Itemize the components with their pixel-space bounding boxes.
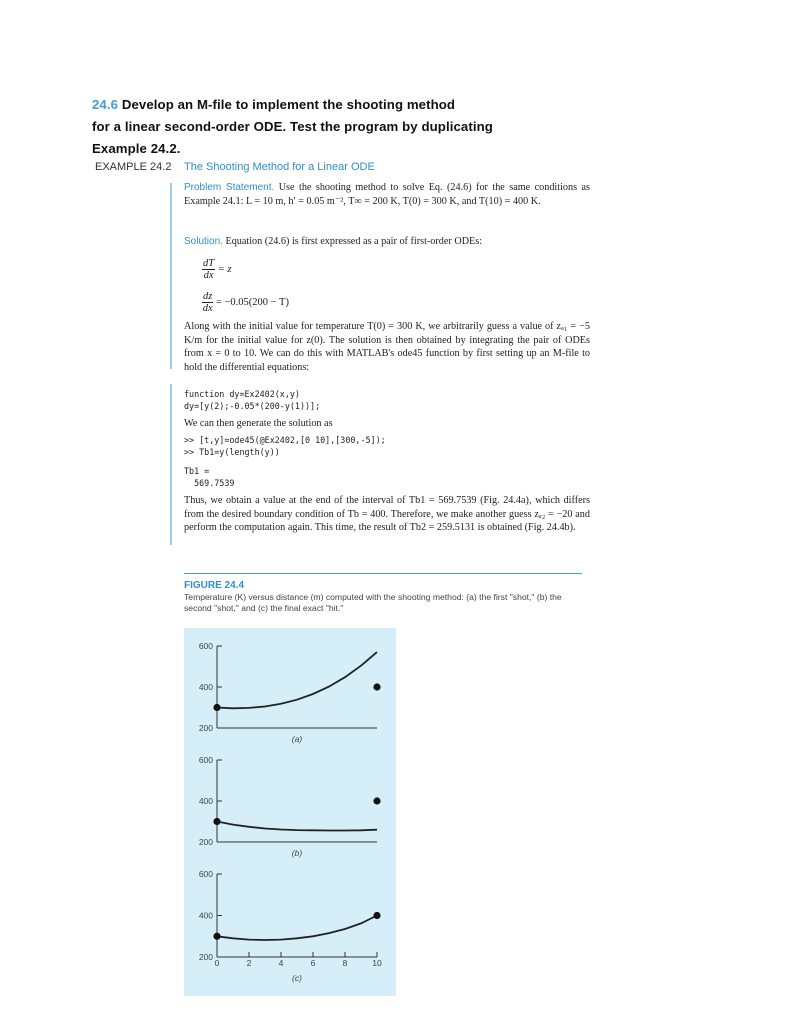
y-tick-label: 600 xyxy=(198,755,213,765)
x-tick-label: 0 xyxy=(214,958,220,968)
boundary-point xyxy=(373,683,380,690)
y-tick-label: 600 xyxy=(198,869,213,879)
y-tick-label: 200 xyxy=(198,837,213,847)
paragraph-initial-value: Along with the initial value for temperature T(0) = 300 K, we arbitrarily guess a value of zₐ₁ = −5 K/m for the initial value for z(0). The solution is then obtained by integrating the pair of ODEs from x = 0 to 10. We can do this with MATLAB's ode45 function by first setting up an M-file to hold the differential equations: xyxy=(184,321,590,373)
x-tick-label: 10 xyxy=(372,958,382,968)
example-sidebar-rule xyxy=(170,183,172,369)
code-result: Tb1 = 569.7539 xyxy=(184,466,235,488)
y-tick-label: 400 xyxy=(198,682,213,692)
problem-line-2: for a linear second-order ODE. Test the program by duplicating xyxy=(92,119,493,134)
solution-label: Solution. xyxy=(184,236,223,247)
y-tick-label: 400 xyxy=(198,910,213,921)
series-line xyxy=(217,822,377,831)
start-point xyxy=(213,933,220,940)
x-tick-label: 6 xyxy=(310,958,316,968)
figure-title: FIGURE 24.4 xyxy=(184,580,245,591)
start-point xyxy=(213,818,220,825)
code-sidebar-rule xyxy=(170,384,172,545)
boundary-point xyxy=(373,797,380,804)
figure-rule xyxy=(184,573,582,574)
solution-paragraph xyxy=(184,235,590,249)
series-line xyxy=(217,916,377,941)
example-label: EXAMPLE 24.2 xyxy=(95,161,172,173)
solution-text: Equation (24.6) is first expressed as a pair of first-order ODEs: xyxy=(225,236,483,247)
panel-label: (a) xyxy=(291,734,303,744)
code-function: function dy=Ex2402(x,y) dy=[y(2);-0.05*(200-y(1))]; xyxy=(184,389,321,411)
boundary-point xyxy=(373,912,380,919)
x-tick-label: 4 xyxy=(278,958,284,968)
equation-1: $\frac{dT}{dx}$ = z xyxy=(203,258,232,281)
paragraph-results: Thus, we obtain a value at the end of the interval of Tb1 = 569.7539 (Fig. 24.4a), which differs from the desired boundary condition of Tb = 400. Therefore, we make another guess zₐ₂ = −20 and perform the computation again. This time, the result of Tb2 = 259.5131 is obtained (Fig. 24.4b). xyxy=(184,495,590,533)
problem-statement xyxy=(92,94,652,160)
panel-label: (b) xyxy=(291,848,303,858)
series-line xyxy=(217,652,377,708)
shooting-method-charts xyxy=(184,628,396,996)
problem-line-1: 24.6 Develop an M-file to implement the shooting method xyxy=(92,97,456,112)
y-tick-label: 200 xyxy=(198,952,213,962)
statement-text: Use the shooting method to solve Eq. (24.6) for the same conditions as Example 24.1: L = 10 m, h′ = 0.05 m⁻², T∞ = 200 K, T(0) = 300 K, and T(10) = 400 K. xyxy=(184,182,590,207)
start-point xyxy=(213,704,220,711)
problem-statement-paragraph xyxy=(184,181,590,208)
x-tick-label: 2 xyxy=(246,958,252,968)
x-tick-label: 8 xyxy=(342,958,348,968)
y-tick-label: 600 xyxy=(198,641,213,651)
code-ode45-call: >> [t,y]=ode45(@Ex2402,[0 10],[300,-5]); >> Tb1=y(length(y)) xyxy=(184,435,386,457)
y-tick-label: 400 xyxy=(198,796,213,806)
equation-2: $\frac{dz}{dx}$ = −0.05(200 − T) xyxy=(202,291,289,314)
example-title: The Shooting Method for a Linear ODE xyxy=(184,161,375,173)
panel-label: (c) xyxy=(292,973,302,983)
y-tick-label: 200 xyxy=(198,723,213,733)
figure-chart-panel xyxy=(184,628,396,996)
paragraph-generate: We can then generate the solution as xyxy=(184,418,333,429)
problem-line-3: Example 24.2. xyxy=(92,141,181,156)
problem-number: 24.6 xyxy=(92,97,119,112)
statement-label: Problem Statement. xyxy=(184,182,275,193)
figure-caption: Temperature (K) versus distance (m) computed with the shooting method: (a) the first "shot," (b) the second "shot," and (c) the final exact "hit." xyxy=(184,592,562,613)
